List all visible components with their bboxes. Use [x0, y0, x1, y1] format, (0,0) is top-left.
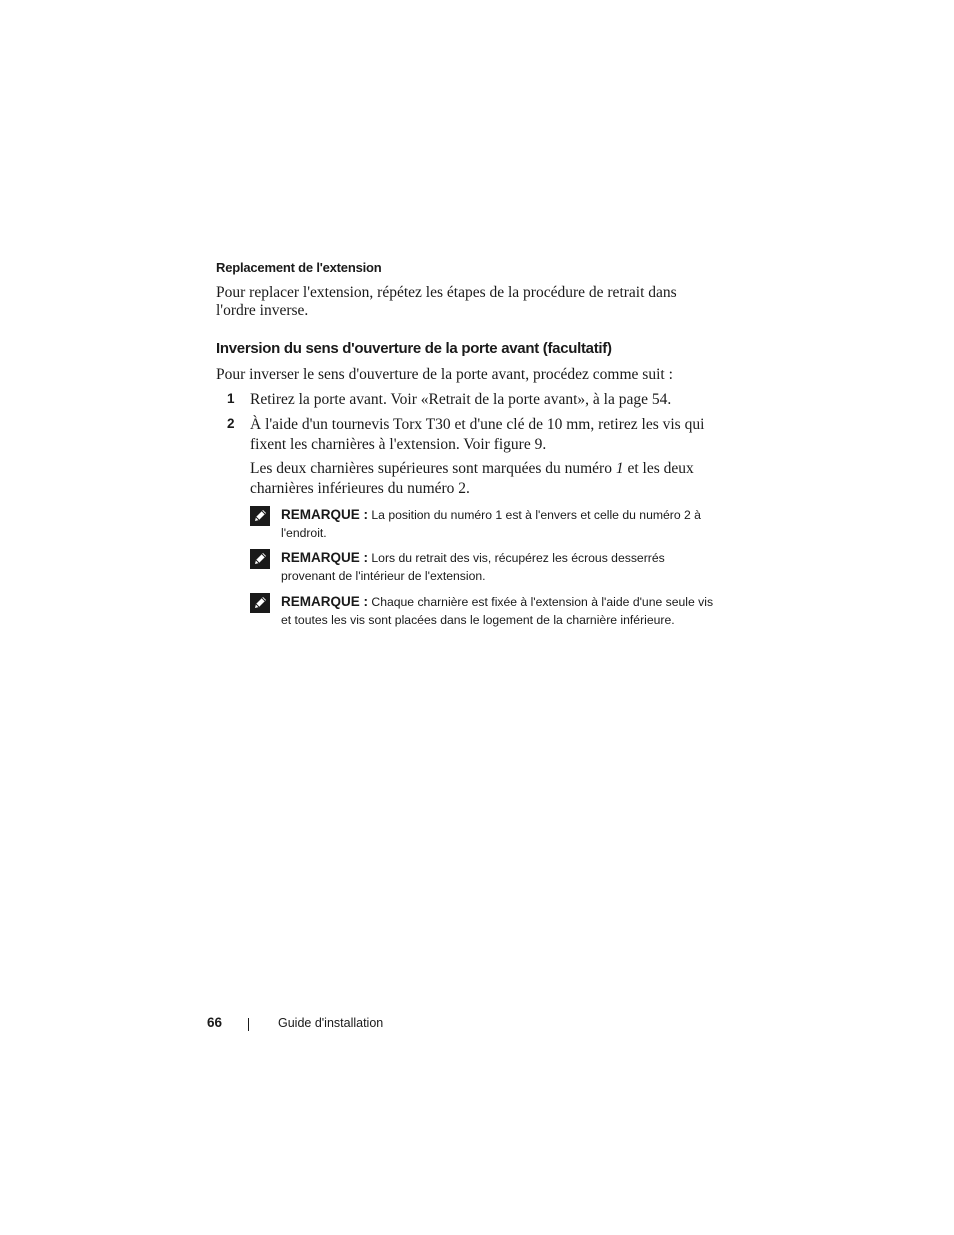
footer-separator [248, 1018, 249, 1031]
note-1-body: La position du numéro 1 est à l'envers et celle du numéro 2 à l'endroit. [281, 508, 701, 540]
note-2-body: Lors du retrait des vis, récupérez les écrous desserrés provenant de l'intérieur de l'extension. [281, 551, 665, 583]
step-2-detail-italic: 1 [615, 460, 624, 477]
note-1 [250, 506, 720, 542]
main-heading: Inversion du sens d'ouverture de la porte avant (facultatif) [216, 340, 612, 357]
note-2-text [281, 549, 721, 585]
note-pencil-icon [250, 549, 270, 569]
note-1-text [281, 506, 721, 542]
step-2-detail-before: Les deux charnières supérieures sont marquées du numéro [250, 460, 616, 477]
step-2-detail [250, 459, 720, 498]
note-1-label: REMARQUE : [281, 507, 368, 522]
intro-paragraph: Pour inverser le sens d'ouverture de la porte avant, procédez comme suit : [216, 366, 673, 383]
note-3 [250, 593, 720, 629]
section-heading: Replacement de l'extension [216, 260, 382, 275]
note-3-body: Chaque charnière est fixée à l'extension à l'aide d'une seule vis et toutes les vis sont placées dans le logement de la charnière inférieure. [281, 595, 714, 627]
note-2 [250, 549, 720, 585]
step-1-text: Retirez la porte avant. Voir «Retrait de la porte avant», à la page 54. [250, 391, 672, 408]
step-2-text: À l'aide d'un tournevis Torx T30 et d'une clé de 10 mm, retirez les vis qui fixent les charnières à l'extension. Voir figure 9. [250, 416, 705, 453]
note-2-label: REMARQUE : [281, 550, 368, 565]
note-pencil-icon [250, 506, 270, 526]
section-paragraph: Pour replacer l'extension, répétez les étapes de la procédure de retrait dans l'ordre inverse. [216, 284, 677, 319]
note-3-label: REMARQUE : [281, 594, 368, 609]
footer-page-number: 66 [207, 1015, 223, 1030]
footer-title: Guide d'installation [278, 1016, 384, 1030]
note-pencil-icon [250, 593, 270, 613]
step-2-number: 2 [227, 416, 235, 431]
step-1-number: 1 [227, 391, 235, 406]
note-3-text [281, 593, 721, 629]
step-2-detail-after: et les deux charnières inférieures du numéro 2. [250, 460, 694, 497]
